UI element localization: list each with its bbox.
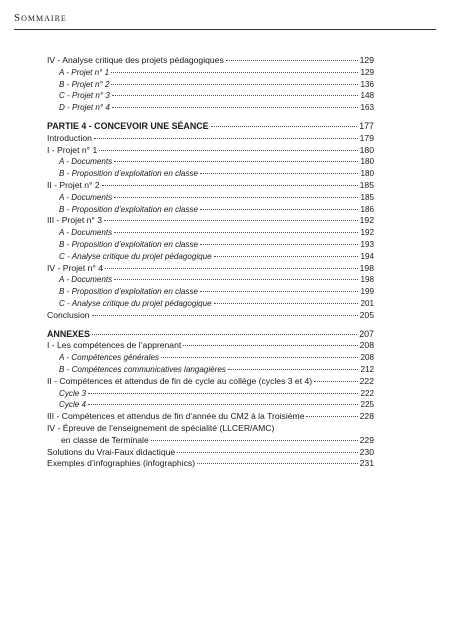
toc-page-number: 180 xyxy=(359,144,374,155)
toc-entry-label: A - Compétences générales xyxy=(59,353,160,363)
toc-page-number: 198 xyxy=(359,262,374,273)
dot-leader xyxy=(111,72,358,73)
dot-leader xyxy=(214,256,359,257)
toc-page-number: 230 xyxy=(359,446,374,457)
toc-entry-label: II - Projet n° 2 xyxy=(47,179,100,190)
dot-leader xyxy=(214,303,359,304)
toc-page-number: 180 xyxy=(360,157,374,167)
toc-entry-label: ANNEXES xyxy=(47,328,90,339)
dot-leader xyxy=(92,315,358,316)
toc-entry[interactable] xyxy=(47,310,374,322)
toc-subentry[interactable] xyxy=(47,286,374,298)
toc-entry[interactable] xyxy=(47,55,374,67)
section-gap xyxy=(47,114,374,121)
toc-subentry[interactable] xyxy=(47,239,374,251)
toc-page-number: 198 xyxy=(360,275,374,285)
toc-page-number: 180 xyxy=(360,169,374,179)
toc-entry[interactable] xyxy=(47,458,374,470)
dot-leader xyxy=(94,138,358,139)
toc-entry[interactable] xyxy=(47,133,374,145)
toc-page-number: 129 xyxy=(360,67,374,77)
toc-entry-label: Cycle 3 xyxy=(59,388,86,398)
toc-page-number: 229 xyxy=(359,434,374,445)
dot-leader xyxy=(112,95,359,96)
dot-leader xyxy=(88,393,358,394)
toc-subentry[interactable] xyxy=(47,399,374,411)
dot-leader xyxy=(88,404,358,405)
toc-page-number: 185 xyxy=(360,192,374,202)
toc-page-number: 212 xyxy=(360,364,374,374)
toc-page-number: 205 xyxy=(359,309,374,320)
toc-entry[interactable] xyxy=(47,423,374,447)
toc-page-number: 207 xyxy=(359,328,374,339)
dot-leader xyxy=(306,416,357,417)
toc-subentry[interactable] xyxy=(47,364,374,376)
dot-leader xyxy=(114,161,358,162)
toc-subentry[interactable] xyxy=(47,192,374,204)
dot-leader xyxy=(92,334,357,335)
toc-entry-label: C - Analyse critique du projet pédagogique xyxy=(59,251,212,261)
toc-page-number: 201 xyxy=(360,298,374,308)
toc-subentry[interactable] xyxy=(47,79,374,91)
toc-page-number: 136 xyxy=(360,79,374,89)
toc-page-number: 222 xyxy=(359,375,374,386)
dot-leader xyxy=(151,440,358,441)
toc-page-number: 186 xyxy=(360,204,374,214)
toc-entry-label: A - Documents xyxy=(59,228,113,238)
toc-page-number: 199 xyxy=(360,287,374,297)
toc-page-number: 193 xyxy=(360,239,374,249)
toc-part-heading[interactable] xyxy=(47,329,374,341)
toc-entry-label: B - Proposition d’exploitation en classe xyxy=(59,287,199,297)
section-gap xyxy=(47,322,374,329)
toc-entry-label: A - Documents xyxy=(59,275,113,285)
toc-subentry[interactable] xyxy=(47,352,374,364)
dot-leader xyxy=(105,268,358,269)
dot-leader xyxy=(112,107,359,108)
toc-entry-label: A - Documents xyxy=(59,192,113,202)
dot-leader xyxy=(114,197,358,198)
toc-entry-label: B - Proposition d’exploitation en classe xyxy=(59,204,199,214)
dot-leader xyxy=(111,84,358,85)
toc-page-number: 225 xyxy=(360,400,374,410)
dot-leader xyxy=(200,291,358,292)
toc-entry-label: Introduction xyxy=(47,132,92,143)
dot-leader xyxy=(228,369,359,370)
toc-page-number: 208 xyxy=(359,340,374,351)
toc-subentry[interactable] xyxy=(47,67,374,79)
toc-entry[interactable] xyxy=(47,215,374,227)
toc-entry-label: IV - Analyse critique des projets pédagogiques xyxy=(47,55,224,65)
toc-entry-label: C - Projet n° 3 xyxy=(59,91,110,101)
toc-subentry[interactable] xyxy=(47,168,374,180)
toc-page-number: 179 xyxy=(359,132,374,143)
toc-page-number: 185 xyxy=(359,179,374,190)
toc-subentry[interactable] xyxy=(47,204,374,216)
dot-leader xyxy=(183,345,357,346)
toc-entry-label: IV - Épreuve de l’enseignement de spécialité (LLCER/AMC) xyxy=(47,422,275,433)
toc-entry-label: I - Projet n° 1 xyxy=(47,144,98,155)
toc-entry[interactable] xyxy=(47,340,374,352)
dot-leader xyxy=(226,60,358,61)
toc-entry-label: A - Documents xyxy=(59,157,113,167)
toc-entry-label: B - Proposition d’exploitation en classe xyxy=(59,169,199,179)
toc-entry-label: III - Compétences et attendus de fin d’année du CM2 à la Troisième xyxy=(47,411,305,422)
toc-entry-label: B - Proposition d’exploitation en classe xyxy=(59,239,199,249)
toc-entry[interactable] xyxy=(47,447,374,459)
header-title: Sommaire xyxy=(14,12,67,24)
toc-page-number: 192 xyxy=(359,215,374,226)
dot-leader xyxy=(200,209,358,210)
toc-entry-label: C - Analyse critique du projet pédagogique xyxy=(59,298,212,308)
toc-entry-label: D - Projet n° 4 xyxy=(59,103,110,113)
toc-page-number: 163 xyxy=(360,103,374,113)
toc-entry-label: Exemples d’infographies (infographics) xyxy=(47,458,196,469)
toc-page-number: 228 xyxy=(359,411,374,422)
toc-page-number: 148 xyxy=(360,91,374,101)
toc-subentry[interactable] xyxy=(47,251,374,263)
toc-page-number: 177 xyxy=(359,120,374,131)
toc-page-number: 231 xyxy=(359,458,374,469)
toc-part-heading[interactable] xyxy=(47,121,374,133)
toc-subentry[interactable] xyxy=(47,388,374,400)
toc-entry[interactable] xyxy=(47,376,374,388)
dot-leader xyxy=(177,452,357,453)
toc-entry[interactable] xyxy=(47,145,374,157)
dot-leader xyxy=(114,232,358,233)
dot-leader xyxy=(211,126,358,127)
toc-subentry[interactable] xyxy=(47,227,374,239)
toc-entry-label-continued: en classe de Terminale xyxy=(61,434,149,445)
toc-subentry[interactable] xyxy=(47,102,374,114)
toc-subentry[interactable] xyxy=(47,156,374,168)
toc-entry-label: A - Projet n° 1 xyxy=(59,67,110,77)
toc-page-number: 194 xyxy=(360,251,374,261)
toc-entry-label: B - Projet n° 2 xyxy=(59,79,110,89)
toc-entry-label: II - Compétences et attendus de fin de cycle au collège (cycles 3 et 4) xyxy=(47,375,313,386)
dot-leader xyxy=(200,173,358,174)
table-of-contents xyxy=(47,55,374,470)
toc-subentry[interactable] xyxy=(47,274,374,286)
dot-leader xyxy=(200,244,358,245)
toc-subentry[interactable] xyxy=(47,90,374,102)
toc-entry-label: B - Compétences communicatives langagières xyxy=(59,364,226,374)
dot-leader xyxy=(99,150,357,151)
dot-leader xyxy=(314,381,358,382)
toc-page-number: 208 xyxy=(360,353,374,363)
toc-page-number: 192 xyxy=(360,228,374,238)
toc-entry-label: IV - Projet n° 4 xyxy=(47,262,103,273)
toc-entry-label: III - Projet n° 3 xyxy=(47,215,103,226)
dot-leader xyxy=(197,463,358,464)
toc-entry[interactable] xyxy=(47,180,374,192)
toc-subentry[interactable] xyxy=(47,298,374,310)
toc-entry-label: I - Les compétences de l’apprenant xyxy=(47,340,182,351)
toc-page-number: 222 xyxy=(360,388,374,398)
page-header xyxy=(14,8,436,30)
dot-leader xyxy=(161,357,358,358)
toc-entry[interactable] xyxy=(47,411,374,423)
toc-entry-label: Solutions du Vrai-Faux didactique xyxy=(47,446,176,457)
toc-page-number: 129 xyxy=(359,55,374,65)
dot-leader xyxy=(114,279,358,280)
toc-entry[interactable] xyxy=(47,263,374,275)
dot-leader xyxy=(102,185,358,186)
toc-entry-label: Cycle 4 xyxy=(59,400,86,410)
toc-entry-label: PARTIE 4 - CONCEVOIR UNE SÉANCE xyxy=(47,120,209,131)
dot-leader xyxy=(104,220,358,221)
toc-entry-label: Conclusion xyxy=(47,309,90,320)
